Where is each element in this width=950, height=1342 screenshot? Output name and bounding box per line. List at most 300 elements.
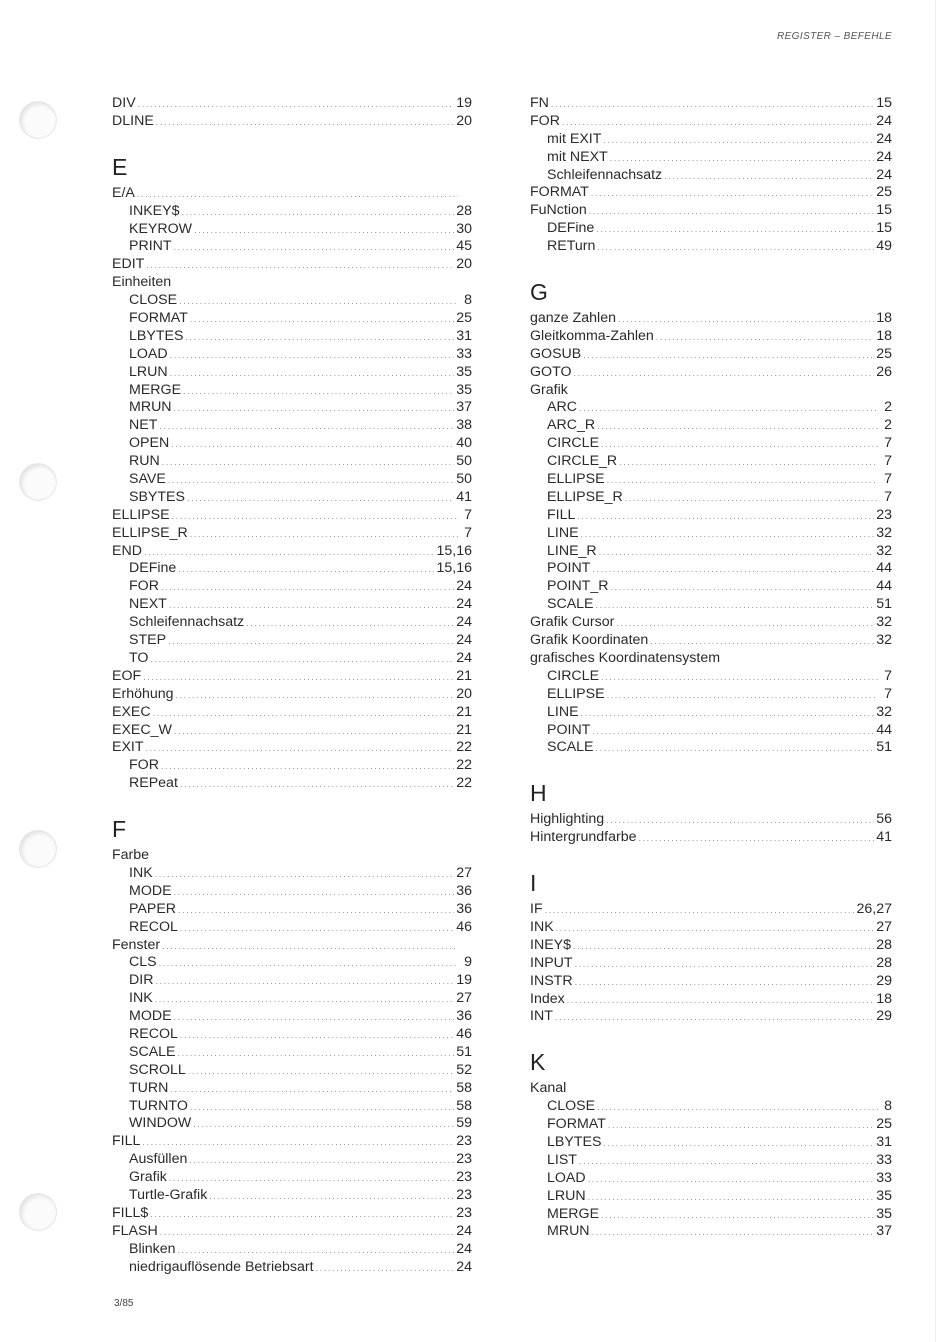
entry-page-number: 7 (884, 667, 892, 684)
dot-leader (142, 1134, 454, 1152)
entry-term: SBYTES (129, 488, 185, 505)
entry-page-number: 15,16 (436, 542, 472, 559)
entry-page-number: 7 (464, 524, 472, 541)
entry-term: niedrigauflösende Betriebsart (129, 1258, 314, 1275)
dot-leader (581, 526, 875, 544)
entry-term: RECOL (129, 1025, 178, 1042)
entry-page-number: 24 (456, 632, 472, 649)
dot-leader (625, 490, 878, 508)
entry-page-number: 36 (456, 882, 472, 899)
entry-page-number: 37 (876, 1223, 892, 1240)
entry-page-number: 7 (884, 435, 892, 452)
entry-term: MERGE (129, 381, 182, 398)
entry-page-number: 35 (876, 1205, 892, 1222)
index-subentry (530, 560, 892, 578)
entry-page-number: 35 (876, 1187, 892, 1204)
entry-term: TO (129, 649, 149, 666)
entry-page-number: 41 (456, 488, 472, 505)
entry-page-number: 51 (876, 739, 892, 756)
dot-leader (606, 812, 874, 830)
entry-page-number: 32 (876, 632, 892, 649)
index-subentry (112, 1044, 472, 1062)
entry-term: DIV (112, 95, 136, 111)
index-group-heading: grafisches Koordinatensystem (530, 649, 721, 666)
entry-page-number: 40 (456, 435, 472, 452)
index-column-right (530, 95, 892, 1241)
entry-page-number: 19 (456, 972, 472, 989)
entry-page-number: 30 (456, 220, 472, 237)
entry-page-number: 28 (876, 954, 892, 971)
entry-term: LIST (547, 1151, 577, 1168)
entry-term: LRUN (129, 363, 168, 380)
entry-term: ELLIPSE_R (112, 524, 188, 541)
index-subentry (530, 399, 892, 417)
entry-term: MERGE (547, 1205, 600, 1222)
entry-page-number: 18 (876, 310, 892, 327)
index-subentry (112, 238, 472, 256)
entry-term: LBYTES (547, 1133, 602, 1150)
entry-term: WINDOW (129, 1115, 192, 1132)
dot-leader (174, 239, 455, 257)
dot-leader (599, 544, 875, 562)
entry-term: Blinken (129, 1240, 176, 1257)
index-subentry (530, 722, 892, 740)
index-subentry (112, 1241, 472, 1259)
entry-term: CIRCLE (547, 667, 600, 684)
dot-leader (150, 1206, 454, 1224)
entry-term: KEYROW (129, 220, 193, 237)
entry-page-number: 31 (456, 327, 472, 344)
section-letter: K (530, 1049, 546, 1076)
entry-term: FOR (530, 112, 560, 129)
entry-term: OPEN (129, 435, 170, 452)
index-group-heading: Farbe (112, 847, 150, 864)
entry-term: FILL$ (112, 1204, 149, 1221)
entry-term: RETurn (547, 238, 596, 255)
page-edge-line (935, 0, 936, 1342)
entry-page-number: 23 (456, 1169, 472, 1186)
dot-leader (581, 705, 875, 723)
dot-leader (588, 1171, 875, 1189)
entry-term: INKEY$ (129, 202, 180, 219)
dot-leader (618, 311, 874, 329)
dot-leader (656, 329, 874, 347)
entry-term: Hintergrundfarbe (530, 829, 637, 846)
index-entry (112, 543, 472, 561)
index-subentry (112, 632, 472, 650)
entry-term: LINE_R (547, 542, 597, 559)
entry-page-number: 20 (456, 256, 472, 273)
entry-term: RECOL (129, 918, 178, 935)
dot-leader (185, 329, 454, 347)
index-subentry (530, 471, 892, 489)
entry-page-number: 25 (456, 310, 472, 327)
entry-term: Erhöhung (112, 685, 174, 702)
index-subentry (112, 1098, 472, 1116)
dot-leader (161, 758, 454, 776)
dot-leader (608, 1117, 874, 1135)
dot-leader (562, 114, 874, 132)
entry-term: Highlighting (530, 811, 605, 828)
entry-term: ARC_R (547, 417, 596, 434)
entry-term: SCALE (129, 1043, 176, 1060)
binder-hole (20, 464, 56, 500)
entry-page-number: 58 (456, 1079, 472, 1096)
dot-leader (616, 615, 874, 633)
entry-term: INSTR (530, 972, 573, 989)
index-group-heading: Kanal (530, 1080, 567, 1097)
index-subentry (530, 739, 892, 757)
index-subentry (530, 149, 892, 167)
dot-leader (603, 1135, 874, 1153)
dot-leader (596, 740, 875, 758)
dot-leader (181, 204, 454, 222)
dot-leader (588, 1189, 875, 1207)
index-subentry (530, 131, 892, 149)
dot-leader (170, 347, 455, 365)
entry-page-number: 32 (876, 614, 892, 631)
index-subentry (112, 203, 472, 221)
entry-term: EOF (112, 667, 142, 684)
index-subentry (112, 972, 472, 990)
entry-page-number: 25 (876, 184, 892, 201)
index-entry (112, 256, 472, 274)
entry-page-number: 46 (456, 918, 472, 935)
entry-term: INK (129, 864, 153, 881)
entry-page-number: 21 (456, 721, 472, 738)
index-subentry (112, 901, 472, 919)
dot-leader (180, 920, 454, 938)
entry-page-number: 7 (884, 488, 892, 505)
index-entry (530, 184, 892, 202)
entry-term: INPUT (530, 954, 573, 971)
index-subentry (530, 489, 892, 507)
entry-term: FORMAT (530, 184, 589, 201)
index-subentry (530, 435, 892, 453)
entry-term: Grafik Cursor (530, 614, 615, 631)
index-subentry (112, 471, 472, 489)
entry-term: mit EXIT (547, 130, 602, 147)
dot-leader (162, 454, 454, 472)
entry-page-number: 24 (456, 1222, 472, 1239)
entry-term: INK (530, 918, 554, 935)
entry-page-number: 32 (876, 703, 892, 720)
entry-term: FORMAT (129, 310, 188, 327)
entry-term: LBYTES (129, 327, 184, 344)
entry-page-number: 20 (456, 685, 472, 702)
entry-term: Grafik Koordinaten (530, 632, 649, 649)
dot-leader (138, 96, 455, 114)
dot-leader (601, 1207, 874, 1225)
entry-page-number: 28 (876, 936, 892, 953)
entry-page-number: 15 (876, 95, 892, 111)
entry-term: MODE (129, 882, 172, 899)
index-subentry (112, 489, 472, 507)
index-subentry (112, 919, 472, 937)
index-entry (112, 686, 472, 704)
entry-term: PAPER (129, 900, 177, 917)
dot-leader (545, 902, 855, 920)
dot-leader (316, 1260, 455, 1278)
index-entry (112, 185, 472, 203)
dot-leader (168, 472, 454, 490)
entry-term: SCROLL (129, 1061, 186, 1078)
entry-term: Schleifennachsatz (129, 614, 245, 631)
dot-leader (591, 185, 874, 203)
dot-leader (190, 311, 454, 329)
index-entry (112, 525, 472, 543)
dot-leader (170, 365, 455, 383)
dot-leader (193, 1116, 454, 1134)
binder-hole (20, 831, 56, 867)
index-subentry (530, 578, 892, 596)
dot-leader (187, 490, 454, 508)
section-letter: E (112, 153, 128, 180)
dot-leader (607, 472, 878, 490)
dot-leader (575, 974, 875, 992)
dot-leader (611, 579, 875, 597)
entry-term: DIR (129, 972, 154, 989)
dot-leader (155, 991, 455, 1009)
entry-term: FLASH (112, 1222, 158, 1239)
dot-leader (146, 257, 454, 275)
entry-page-number: 18 (876, 327, 892, 344)
dot-leader (596, 221, 874, 239)
binder-hole (20, 1194, 56, 1230)
entry-term: FuNction (530, 202, 587, 219)
entry-page-number: 58 (456, 1097, 472, 1114)
dot-leader (174, 723, 454, 741)
dot-leader (592, 561, 874, 579)
dot-leader (178, 1045, 455, 1063)
entry-page-number: 33 (876, 1151, 892, 1168)
dot-leader (188, 1063, 454, 1081)
index-subentry (112, 560, 472, 578)
dot-leader (180, 1027, 454, 1045)
dot-leader (194, 222, 454, 240)
index-entry (530, 202, 892, 220)
index-entry (530, 113, 892, 131)
section-letter: I (530, 870, 537, 897)
entry-page-number: 29 (876, 972, 892, 989)
entry-page-number: 25 (876, 345, 892, 362)
index-subentry (112, 453, 472, 471)
entry-page-number: 24 (456, 1258, 472, 1275)
entry-page-number: 22 (456, 757, 472, 774)
entry-term: ELLIPSE (112, 506, 170, 523)
entry-term: FOR (129, 578, 159, 595)
dot-leader (174, 884, 455, 902)
index-subentry (112, 757, 472, 775)
entry-term: IF (530, 901, 543, 918)
index-subentry (112, 1187, 472, 1205)
dot-leader (573, 938, 874, 956)
index-subentry (112, 399, 472, 417)
dot-leader (597, 1099, 878, 1117)
entry-term: MODE (129, 1008, 172, 1025)
entry-page-number: 15 (876, 220, 892, 237)
index-subentry (530, 417, 892, 435)
index-subentry (530, 596, 892, 614)
page-header: REGISTER – BEFEHLE (776, 31, 892, 42)
dot-leader (169, 1170, 454, 1188)
dot-leader (603, 132, 874, 150)
dot-leader (178, 902, 454, 920)
entry-page-number: 50 (456, 471, 472, 488)
dot-leader (178, 1242, 455, 1260)
entry-term: DLINE (112, 112, 154, 129)
entry-term: POINT (547, 560, 591, 577)
entry-term: CLS (129, 954, 157, 971)
entry-page-number: 51 (876, 596, 892, 613)
index-entry (112, 95, 472, 113)
entry-term: GOSUB (530, 345, 582, 362)
index-entry (530, 991, 892, 1009)
entry-page-number: 26,27 (856, 901, 892, 918)
entry-page-number: 41 (876, 829, 892, 846)
entry-term: SAVE (129, 471, 166, 488)
index-subentry (530, 453, 892, 471)
dot-leader (650, 633, 874, 651)
dot-leader (180, 776, 454, 794)
dot-leader (579, 400, 878, 418)
entry-page-number: 20 (456, 112, 472, 129)
index-subentry (112, 578, 472, 596)
index-subentry (530, 1134, 892, 1152)
entry-term: DEFine (129, 560, 177, 577)
index-entry (530, 937, 892, 955)
entry-term: GOTO (530, 363, 572, 380)
entry-page-number: 23 (456, 1133, 472, 1150)
entry-page-number: 49 (876, 238, 892, 255)
index-subentry (112, 1026, 472, 1044)
entry-page-number: 50 (456, 453, 472, 470)
dot-leader (146, 740, 455, 758)
entry-term: EXIT (112, 739, 144, 756)
entry-term: EXEC (112, 703, 151, 720)
entry-page-number: 22 (456, 739, 472, 756)
index-subentry (112, 221, 472, 239)
entry-term: FOR (129, 757, 159, 774)
dot-leader (597, 418, 878, 436)
index-entry (112, 668, 472, 686)
entry-page-number: 2 (884, 417, 892, 434)
entry-page-number: 32 (876, 524, 892, 541)
entry-page-number: 33 (456, 345, 472, 362)
entry-term: STEP (129, 632, 167, 649)
section-letter: H (530, 780, 547, 807)
dot-leader (589, 203, 874, 221)
dot-leader (596, 597, 875, 615)
entry-page-number: 52 (456, 1061, 472, 1078)
entry-page-number: 18 (876, 990, 892, 1007)
entry-term: RUN (129, 453, 160, 470)
index-subentry (112, 1259, 472, 1277)
entry-page-number: 24 (876, 130, 892, 147)
entry-term: REPeat (129, 775, 178, 792)
index-subentry (530, 507, 892, 525)
index-entry (530, 328, 892, 346)
index-subentry (112, 1151, 472, 1169)
entry-page-number: 15,16 (436, 560, 472, 577)
entry-term: POINT_R (547, 578, 609, 595)
entry-page-number: 51 (456, 1043, 472, 1060)
entry-page-number: 23 (876, 506, 892, 523)
index-subentry (530, 1098, 892, 1116)
dot-leader (597, 239, 874, 257)
entry-page-number: 44 (876, 721, 892, 738)
index-subentry (112, 596, 472, 614)
entry-term: DEFine (547, 220, 595, 237)
entry-term: E/A (112, 184, 135, 201)
entry-term: CLOSE (547, 1098, 596, 1115)
index-subentry (530, 668, 892, 686)
index-subentry (112, 1169, 472, 1187)
dot-leader (592, 1224, 875, 1242)
dot-leader (153, 705, 455, 723)
index-subentry (530, 1170, 892, 1188)
entry-page-number: 56 (876, 811, 892, 828)
entry-page-number: 27 (456, 864, 472, 881)
entry-term: Fenster (112, 936, 161, 953)
entry-page-number: 23 (456, 1151, 472, 1168)
entry-term: LINE (547, 524, 579, 541)
dot-leader (190, 1099, 454, 1117)
entry-page-number: 33 (876, 1169, 892, 1186)
index-entry (530, 1008, 892, 1026)
index-subentry (112, 310, 472, 328)
index-entry (530, 955, 892, 973)
entry-page-number: 15 (876, 202, 892, 219)
entry-page-number: 44 (876, 578, 892, 595)
entry-page-number: 26 (876, 363, 892, 380)
index-subentry (112, 614, 472, 632)
index-subentry (112, 1115, 472, 1133)
dot-leader (583, 347, 874, 365)
dot-leader (172, 508, 458, 526)
entry-term: TURN (129, 1079, 169, 1096)
index-subentry (530, 1152, 892, 1170)
index-entry (530, 364, 892, 382)
index-column-left (112, 95, 472, 1276)
entry-term: INEY$ (530, 936, 572, 953)
entry-term: LINE (547, 703, 579, 720)
dot-leader (183, 383, 454, 401)
entry-term: FILL (547, 506, 576, 523)
entry-page-number: 21 (456, 667, 472, 684)
entry-term: NET (129, 417, 158, 434)
dot-leader (168, 633, 454, 651)
entry-page-number: 37 (456, 399, 472, 416)
entry-term: SCALE (547, 596, 594, 613)
entry-term: Gleitkomma-Zahlen (530, 327, 654, 344)
entry-term: FN (530, 95, 549, 111)
entry-page-number: 21 (456, 703, 472, 720)
entry-page-number: 38 (456, 417, 472, 434)
dot-leader (159, 955, 458, 973)
entry-page-number: 27 (876, 918, 892, 935)
entry-term: Turtle-Grafik (129, 1186, 208, 1203)
entry-page-number: 24 (456, 596, 472, 613)
dot-leader (161, 579, 454, 597)
index-subentry (112, 990, 472, 1008)
index-group-heading: Einheiten (112, 274, 172, 291)
dot-leader (178, 561, 434, 579)
entry-page-number: 7 (884, 471, 892, 488)
entry-page-number: 29 (876, 1008, 892, 1025)
entry-term: ARC (547, 399, 577, 416)
entry-term: ELLIPSE (547, 471, 605, 488)
